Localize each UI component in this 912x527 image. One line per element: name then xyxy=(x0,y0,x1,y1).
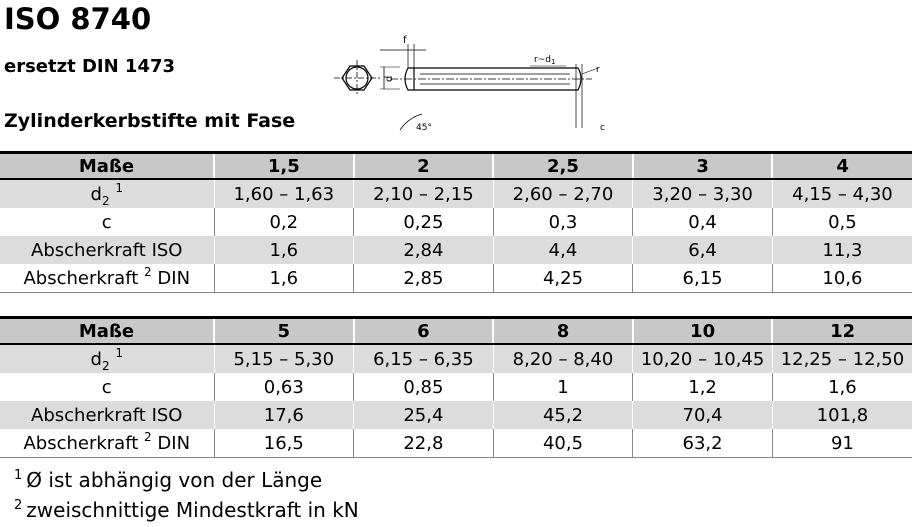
table-cell: 63,2 xyxy=(633,429,773,458)
row-label: Abscherkraft ISO xyxy=(0,401,214,429)
size-header: 2 xyxy=(354,153,494,180)
table-cell: 1,60 – 1,63 xyxy=(214,179,354,208)
row-label: Abscherkraft $^2$ DIN xyxy=(0,429,214,458)
page-title: ISO 8740 xyxy=(4,2,152,36)
table-cell: 2,84 xyxy=(354,236,494,264)
table-cell: 4,15 – 4,30 xyxy=(772,179,912,208)
table-header-row xyxy=(0,153,912,180)
table-cell: 8,20 – 8,40 xyxy=(493,344,633,373)
table-cell: 11,3 xyxy=(772,236,912,264)
table-cell: 4,25 xyxy=(493,264,633,293)
table-cell: 40,5 xyxy=(493,429,633,458)
table-row-shear-iso xyxy=(0,236,912,264)
size-header: 12 xyxy=(772,318,912,345)
size-header: 6 xyxy=(354,318,494,345)
table-cell: 1,2 xyxy=(633,373,773,401)
table-cell: 6,4 xyxy=(633,236,773,264)
table-cell: 0,25 xyxy=(354,208,494,236)
d2-dimension-label: d xyxy=(384,75,395,82)
table-header-row xyxy=(0,318,912,345)
table-cell: 22,8 xyxy=(354,429,494,458)
table-row-shear-iso xyxy=(0,401,912,429)
table-cell: 101,8 xyxy=(772,401,912,429)
table-cell: 70,4 xyxy=(633,401,773,429)
r-label: r xyxy=(596,65,600,75)
size-header: 5 xyxy=(214,318,354,345)
table-cell: 0,3 xyxy=(493,208,633,236)
row-label: Abscherkraft $^2$ DIN xyxy=(0,264,214,293)
table-cell: 0,4 xyxy=(633,208,773,236)
section-heading: Zylinderkerbstifte mit Fase xyxy=(4,110,296,132)
size-header: 8 xyxy=(493,318,633,345)
table-row-d2 xyxy=(0,179,912,208)
row-label: $d_2$ $^1$ xyxy=(0,179,214,208)
table-row-d2 xyxy=(0,344,912,373)
pin-technical-drawing xyxy=(330,34,630,134)
table-row-shear-din xyxy=(0,429,912,458)
header-label: Maße xyxy=(0,318,214,345)
table-cell: 0,85 xyxy=(354,373,494,401)
table-row-c xyxy=(0,373,912,401)
table-row-shear-din xyxy=(0,264,912,293)
dimensions-table-1 xyxy=(0,151,912,293)
size-header: 3 xyxy=(633,153,773,180)
row-label: c xyxy=(101,211,112,233)
table-cell: 1,6 xyxy=(214,236,354,264)
row-label: Abscherkraft ISO xyxy=(0,236,214,264)
table-cell: 1 xyxy=(493,373,633,401)
c-label: c xyxy=(600,123,605,133)
table-cell: 4,4 xyxy=(493,236,633,264)
footnote-1: $^1$ Ø ist abhängig von der Länge xyxy=(14,468,323,492)
table-cell: 0,63 xyxy=(214,373,354,401)
table-cell: 10,20 – 10,45 xyxy=(633,344,773,373)
table-cell: 0,2 xyxy=(214,208,354,236)
size-header: 10 xyxy=(633,318,773,345)
size-header: 1,5 xyxy=(214,153,354,180)
table-cell: 25,4 xyxy=(354,401,494,429)
row-label: c xyxy=(101,376,112,398)
table-cell: 6,15 – 6,35 xyxy=(354,344,494,373)
r-d1-label: $r\sim d_1$ xyxy=(534,55,556,66)
table-cell: 45,2 xyxy=(493,401,633,429)
row-label: $d_2$ $^1$ xyxy=(0,344,214,373)
table-row-c xyxy=(0,208,912,236)
table-cell: 1,6 xyxy=(214,264,354,293)
header-label: Maße xyxy=(0,153,214,180)
table-cell: 5,15 – 5,30 xyxy=(214,344,354,373)
size-header: 2,5 xyxy=(493,153,633,180)
dimensions-table-2 xyxy=(0,316,912,458)
table-cell: 0,5 xyxy=(772,208,912,236)
table-cell: 2,85 xyxy=(354,264,494,293)
table-cell: 16,5 xyxy=(214,429,354,458)
table-cell: 3,20 – 3,30 xyxy=(633,179,773,208)
table-cell: 17,6 xyxy=(214,401,354,429)
side-view xyxy=(380,44,598,130)
table-cell: 2,60 – 2,70 xyxy=(493,179,633,208)
size-header: 4 xyxy=(772,153,912,180)
table-cell: 6,15 xyxy=(633,264,773,293)
table-cell: 10,6 xyxy=(772,264,912,293)
f-dimension-label: f xyxy=(403,35,407,46)
page-subtitle: ersetzt DIN 1473 xyxy=(4,56,176,77)
footnote-2: $^2$ zweischnittige Mindestkraft in kN xyxy=(14,498,359,522)
table-cell: 91 xyxy=(772,429,912,458)
table-cell: 2,10 – 2,15 xyxy=(354,179,494,208)
table-cell: 1,6 xyxy=(772,373,912,401)
angle-label: 45° xyxy=(416,123,432,133)
table-cell: 12,25 – 12,50 xyxy=(772,344,912,373)
